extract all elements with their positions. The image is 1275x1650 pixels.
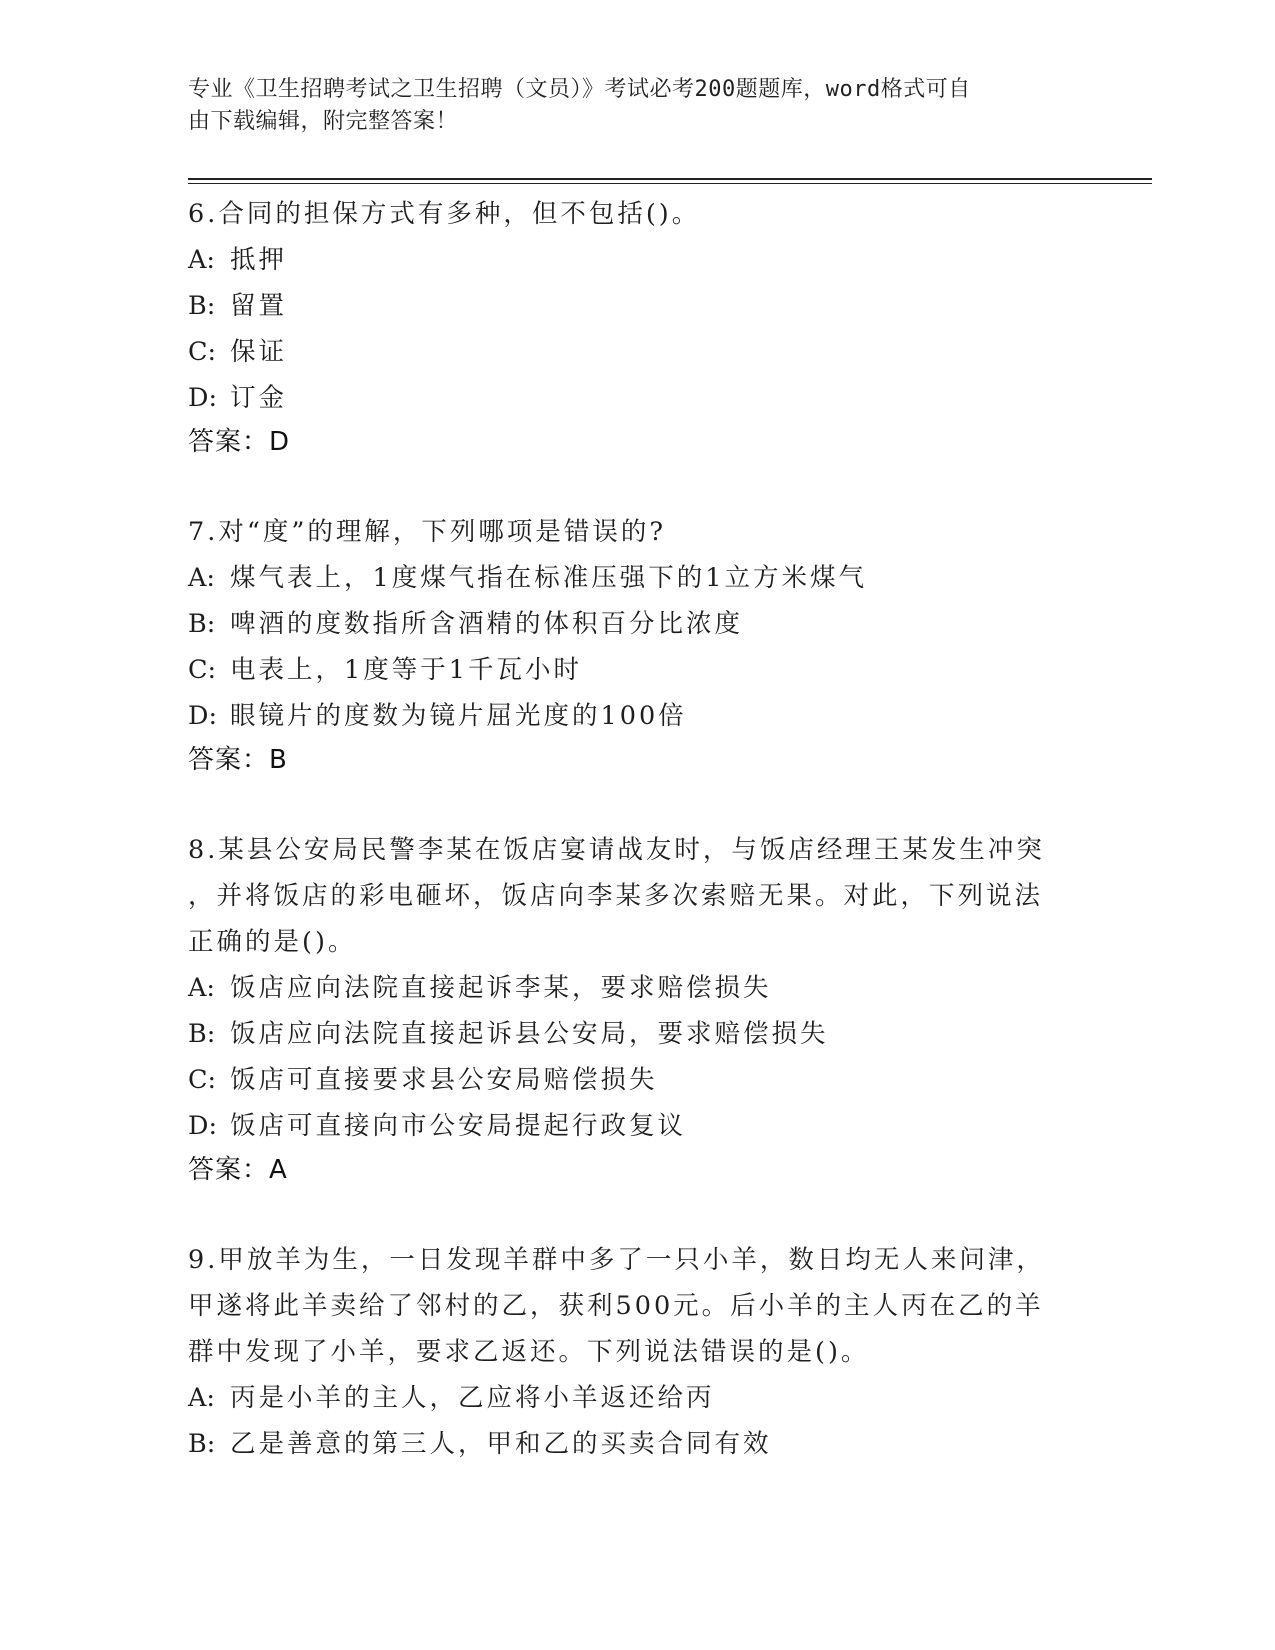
option-letter: C: <box>188 337 217 367</box>
answer-line: 答案：D <box>188 427 291 457</box>
option-letter: B: <box>188 609 216 639</box>
option-letter: A: <box>188 245 216 275</box>
question-text: 6.合同的担保方式有多种，但不包括()。 <box>188 199 701 229</box>
answer-line: 答案：B <box>188 745 288 775</box>
question-text-line-2: 甲遂将此羊卖给了邻村的乙，获利500元。后小羊的主人丙在乙的羊 <box>188 1291 1044 1321</box>
question-text-line-3: 正确的是()。 <box>188 927 357 957</box>
option-letter: B: <box>188 1429 216 1459</box>
option-text: 饭店可直接要求县公安局赔偿损失 <box>230 1065 658 1095</box>
option-text: 啤酒的度数指所含酒精的体积百分比浓度 <box>230 609 744 639</box>
question-list <box>188 191 1068 1513</box>
option-b <box>188 1421 1068 1467</box>
option-a <box>188 965 1068 1011</box>
header-divider-thick <box>188 178 1152 180</box>
question-9 <box>188 1237 1068 1467</box>
option-c <box>188 647 1068 693</box>
option-text: 抵押 <box>230 245 288 275</box>
header-divider-thin <box>188 183 1152 184</box>
question-text-line-2: ，并将饭店的彩电砸坏，饭店向李某多次索赔无果。对此，下列说法 <box>188 881 1044 911</box>
option-letter: C: <box>188 1065 217 1095</box>
option-b <box>188 1011 1068 1057</box>
option-d <box>188 693 1068 739</box>
option-text: 饭店应向法院直接起诉县公安局，要求赔偿损失 <box>230 1019 829 1049</box>
option-text: 电表上，1度等于1千瓦小时 <box>230 655 582 685</box>
option-a <box>188 237 1068 283</box>
option-d <box>188 375 1068 421</box>
option-letter: D: <box>188 1111 218 1141</box>
option-letter: A: <box>188 973 216 1003</box>
question-7 <box>188 509 1068 781</box>
question-6 <box>188 191 1068 463</box>
document-header <box>188 74 1068 138</box>
answer-line: 答案：A <box>188 1155 288 1185</box>
option-c <box>188 1057 1068 1103</box>
question-text-line-1: 8.某县公安局民警李某在饭店宴请战友时，与饭店经理王某发生冲突 <box>188 835 1045 865</box>
question-text-line-3: 群中发现了小羊，要求乙返还。下列说法错误的是()。 <box>188 1337 870 1367</box>
question-8 <box>188 827 1068 1191</box>
option-text: 饭店可直接向市公安局提起行政复议 <box>230 1111 687 1141</box>
option-text: 煤气表上，1度煤气指在标准压强下的1立方米煤气 <box>230 563 867 593</box>
option-letter: B: <box>188 1019 216 1049</box>
option-text: 饭店应向法院直接起诉李某，要求赔偿损失 <box>230 973 772 1003</box>
option-letter: C: <box>188 655 217 685</box>
option-d <box>188 1103 1068 1149</box>
option-letter: D: <box>188 701 218 731</box>
option-text: 乙是善意的第三人，甲和乙的买卖合同有效 <box>230 1429 772 1459</box>
option-b <box>188 283 1068 329</box>
option-text: 丙是小羊的主人，乙应将小羊返还给丙 <box>230 1383 715 1413</box>
option-letter: A: <box>188 563 216 593</box>
option-text: 眼镜片的度数为镜片屈光度的100倍 <box>230 701 687 731</box>
header-line-1: 专业《卫生招聘考试之卫生招聘（文员）》考试必考200题题库，word格式可自 <box>188 77 971 102</box>
option-a <box>188 1375 1068 1421</box>
header-line-2: 由下载编辑，附完整答案！ <box>188 109 459 134</box>
option-a <box>188 555 1068 601</box>
option-text: 订金 <box>230 383 288 413</box>
option-letter: B: <box>188 291 216 321</box>
option-b <box>188 601 1068 647</box>
option-letter: A: <box>188 1383 216 1413</box>
option-text: 保证 <box>230 337 288 367</box>
question-text: 7.对“度”的理解，下列哪项是错误的? <box>188 517 667 547</box>
option-letter: D: <box>188 383 218 413</box>
question-text-line-1: 9.甲放羊为生，一日发现羊群中多了一只小羊，数日均无人来问津， <box>188 1245 1045 1275</box>
option-c <box>188 329 1068 375</box>
option-text: 留置 <box>230 291 288 321</box>
